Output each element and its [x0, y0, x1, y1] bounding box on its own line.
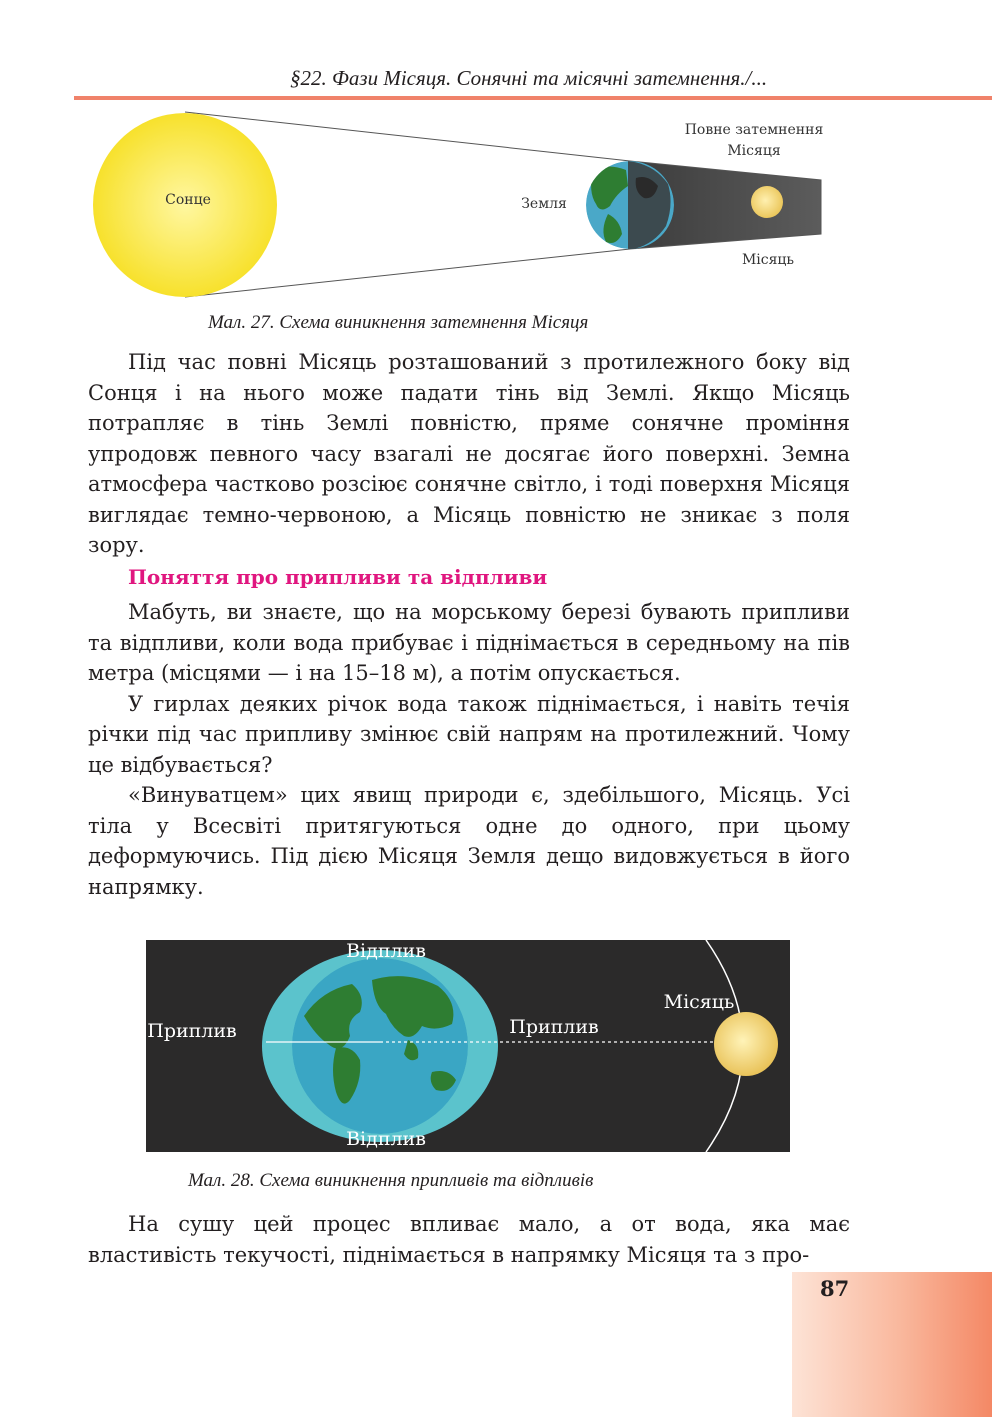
figure-tides [146, 940, 790, 1152]
page-number: 87 [820, 1276, 850, 1301]
earth-globe [292, 958, 468, 1134]
moon-label: Місяць [741, 252, 795, 268]
flood-left-label: Приплив [147, 1020, 237, 1042]
eclipse-label-line2: Місяця [727, 143, 781, 159]
paragraph-4: «Винуватцем» цих явищ природи є, здебільшого, Місяць. Усі тіла у Всесвіті притягуються одне до одного, при цьому деформуючись. Під дією Місяця Земля дещо видовжується в його напрямку. [88, 783, 850, 899]
paragraph-1: Під час повні Місяць розташований з протилежного боку від Сонця і на нього може падати тінь від Землі. Якщо Місяць потрапляє в тінь Землі повністю, пряме сонячне проміння упродовж певного часу взагалі не досягає його поверхні. Земна атмосфера частково розсіює сонячне світло, і тоді поверхня Місяця виглядає темно-червоною, а Місяць повністю не зникає з поля зору. [88, 350, 850, 557]
ebb-bottom-label: Відплив [346, 1128, 426, 1150]
flood-right-label: Приплив [509, 1016, 599, 1038]
figure-27-caption: Мал. 27. Схема виникнення затемнення Місяця [208, 312, 589, 333]
running-head: §22. Фази Місяця. Сонячні та місячні затемнення./... [290, 66, 768, 90]
earth-label: Земля [521, 196, 567, 212]
paragraph-5: На сушу цей процес впливає мало, а от вода, яка має властивість текучості, піднімається в напрямку Місяця та з про- [88, 1212, 850, 1267]
paragraph-2: Мабуть, ви знаєте, що на морському березі бувають припливи та відпливи, коли вода прибуває і піднімається в середньому на пів метра (місцями — і на 15–18 м), а потім опускається. [88, 600, 850, 685]
moon [751, 186, 783, 218]
tides-moon-label: Місяць [663, 991, 735, 1013]
earth [586, 161, 674, 249]
section-heading: Поняття про припливи та відпливи [128, 565, 548, 589]
tides-moon [714, 1012, 778, 1076]
paragraphs-tides [88, 597, 850, 902]
paragraph-3: У гирлах деяких річок вода також піднімається, і навіть течія річки під час припливу змінює свій напрям на протилежний. Чому це відбувається? [88, 691, 850, 777]
ebb-top-label: Відплив [346, 940, 426, 962]
paragraph-eclipse [88, 347, 850, 561]
figure-lunar-eclipse [88, 108, 858, 308]
sun-label: Сонце [165, 192, 211, 208]
header-rule [74, 96, 992, 100]
paragraph-land [88, 1209, 850, 1270]
figure-28-caption: Мал. 28. Схема виникнення припливів та відпливів [188, 1170, 594, 1191]
eclipse-label-line1: Повне затемнення [684, 122, 824, 138]
